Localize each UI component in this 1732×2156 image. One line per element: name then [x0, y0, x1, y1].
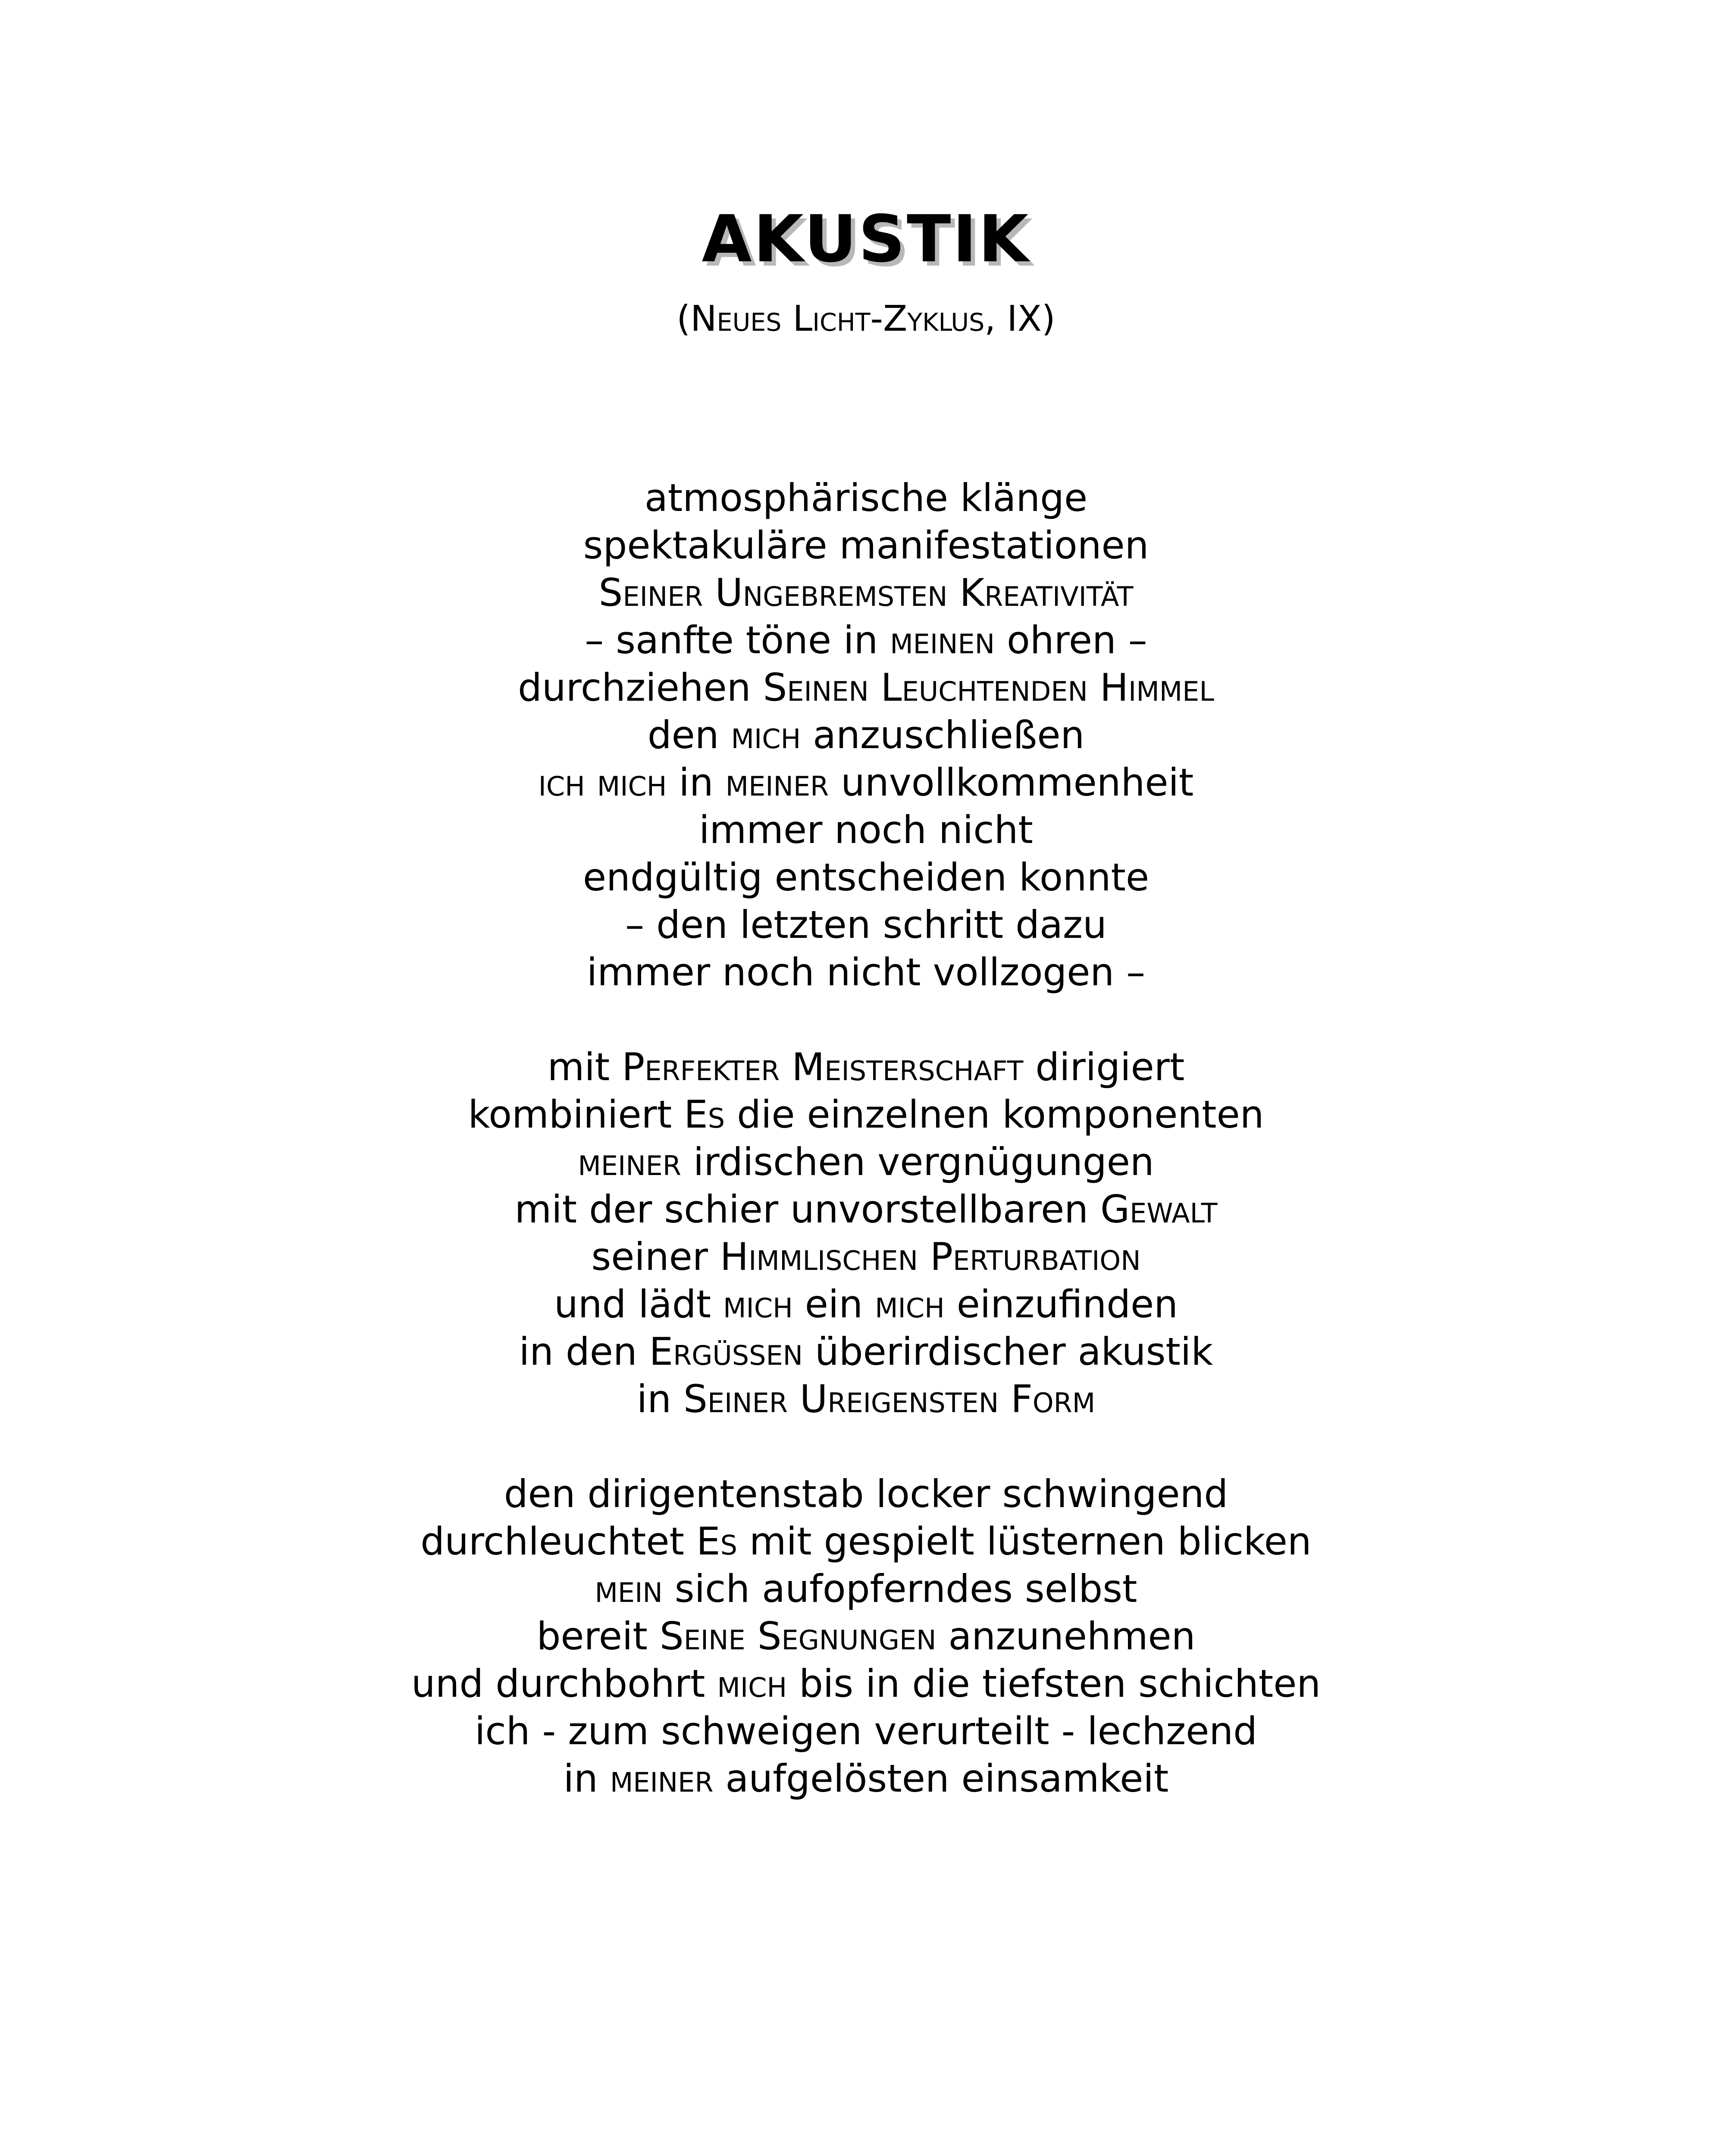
- poem-line-segment: ohren –: [995, 618, 1147, 662]
- poem-line-segment: Perfekter Meisterschaft: [622, 1045, 1024, 1089]
- poem-line-segment: in: [667, 760, 726, 805]
- poem-line-segment: – den letzten schritt dazu: [625, 903, 1107, 947]
- poem-line-segment: aufgelösten einsamkeit: [713, 1756, 1169, 1801]
- poem-line-segment: in: [563, 1756, 610, 1801]
- poem-line-segment: immer noch nicht vollzogen –: [586, 950, 1146, 994]
- poem-line: [0, 1091, 1732, 1138]
- poem-line: [0, 1708, 1732, 1755]
- poem-line-segment: meiner: [610, 1756, 714, 1801]
- poem-line: [0, 474, 1732, 522]
- poem-line: [0, 854, 1732, 901]
- poem-line-segment: atmosphärische klänge: [644, 476, 1088, 520]
- poem-line-segment: Es: [684, 1092, 725, 1137]
- poem-line: [0, 806, 1732, 854]
- poem-line-segment: bis in die tiefsten schichten: [787, 1661, 1321, 1706]
- poem-line-segment: meiner: [578, 1140, 681, 1184]
- poem-line-segment: – sanfte töne in: [585, 618, 890, 662]
- poem-line-segment: bereit: [536, 1614, 660, 1658]
- poem-line-segment: Seine Segnungen: [659, 1614, 936, 1658]
- poem-line-segment: in: [636, 1377, 683, 1421]
- stanza: [0, 474, 1732, 996]
- poem-line: [0, 1044, 1732, 1091]
- poem-line-segment: meinen: [890, 618, 995, 662]
- poem-line-segment: Gewalt: [1100, 1187, 1218, 1232]
- poem-line-segment: die einzelnen komponenten: [725, 1092, 1264, 1137]
- poem-line-segment: anzunehmen: [936, 1614, 1196, 1658]
- poem-line-segment: mit: [547, 1045, 622, 1089]
- poem-line-segment: immer noch nicht: [699, 808, 1033, 852]
- poem-subtitle: (Neues Licht-Zyklus, IX): [677, 298, 1055, 339]
- poem-line: [0, 617, 1732, 664]
- poem-line-segment: mich: [723, 1282, 793, 1326]
- poem-line-segment: den: [647, 713, 731, 757]
- poem-line: [0, 522, 1732, 569]
- poem-line: [0, 759, 1732, 806]
- stanza: [0, 1470, 1732, 1802]
- poem-line-segment: mich: [731, 713, 801, 757]
- poem-line: [0, 1660, 1732, 1708]
- poem-body: [0, 474, 1732, 1850]
- poem-line: [0, 949, 1732, 996]
- poem-line-segment: den dirigentenstab locker schwingend: [504, 1472, 1228, 1516]
- poem-line-segment: durchleuchtet: [420, 1519, 696, 1564]
- poem-line-segment: Seiner Ureigensten Form: [683, 1377, 1096, 1421]
- stanza: [0, 1044, 1732, 1423]
- poem-line-segment: mit der schier unvorstellbaren: [514, 1187, 1100, 1232]
- poem-line-segment: und lädt: [554, 1282, 723, 1326]
- poem-line-segment: mit gespielt lüsternen blicken: [737, 1519, 1312, 1564]
- poem-line: [0, 1376, 1732, 1423]
- poem-line-segment: meiner: [725, 760, 829, 805]
- poem-line: [0, 1470, 1732, 1518]
- poem-line-segment: seiner: [591, 1235, 720, 1279]
- poem-line-segment: Ergüssen: [649, 1329, 803, 1374]
- poem-line-segment: überirdischer akustik: [803, 1329, 1213, 1374]
- poem-line: [0, 1755, 1732, 1802]
- poem-line: [0, 1328, 1732, 1376]
- poem-line-segment: dirigiert: [1023, 1045, 1185, 1089]
- poem-line-segment: sich aufopferndes selbst: [662, 1567, 1137, 1611]
- poem-line-segment: Seiner Ungebremsten Kreativität: [598, 570, 1134, 615]
- poem-line: [0, 1186, 1732, 1233]
- poem-line: [0, 1138, 1732, 1186]
- poem-line: [0, 1613, 1732, 1660]
- poem-line-segment: mich: [875, 1282, 945, 1326]
- poem-line: [0, 901, 1732, 949]
- poem-line-segment: Es: [696, 1519, 737, 1564]
- poem-line-segment: spektakuläre manifestationen: [583, 523, 1149, 567]
- poem-line-segment: ein: [792, 1282, 875, 1326]
- poem-line: [0, 569, 1732, 617]
- poem-line-segment: ich - zum schweigen verurteilt - lechzend: [474, 1709, 1258, 1753]
- poem-line-segment: einzufinden: [944, 1282, 1178, 1326]
- poem-line-segment: anzuschließen: [801, 713, 1085, 757]
- poem-line-segment: ich mich: [538, 760, 667, 805]
- poem-line-segment: Seinen Leuchtenden Himmel: [763, 665, 1215, 710]
- poem-line-segment: endgültig entscheiden konnte: [583, 855, 1149, 899]
- poem-line-segment: Himmlischen Perturbation: [720, 1235, 1141, 1279]
- poem-line-segment: in den: [519, 1329, 649, 1374]
- poem-line: [0, 1565, 1732, 1613]
- poem-line-segment: und durchbohrt: [411, 1661, 717, 1706]
- poem-line: [0, 1281, 1732, 1328]
- poem-line: [0, 711, 1732, 759]
- poem-line-segment: mein: [595, 1567, 663, 1611]
- poem-line-segment: irdischen vergnügungen: [681, 1140, 1154, 1184]
- poem-line-segment: durchziehen: [517, 665, 763, 710]
- poem-line: [0, 1518, 1732, 1565]
- poem-line-segment: kombiniert: [468, 1092, 684, 1137]
- poem-line: [0, 1233, 1732, 1281]
- poem-line-segment: unvollkommenheit: [829, 760, 1194, 805]
- poem-line: [0, 664, 1732, 711]
- poem-line-segment: mich: [717, 1661, 787, 1706]
- poem-title: AKUSTIK: [702, 202, 1030, 277]
